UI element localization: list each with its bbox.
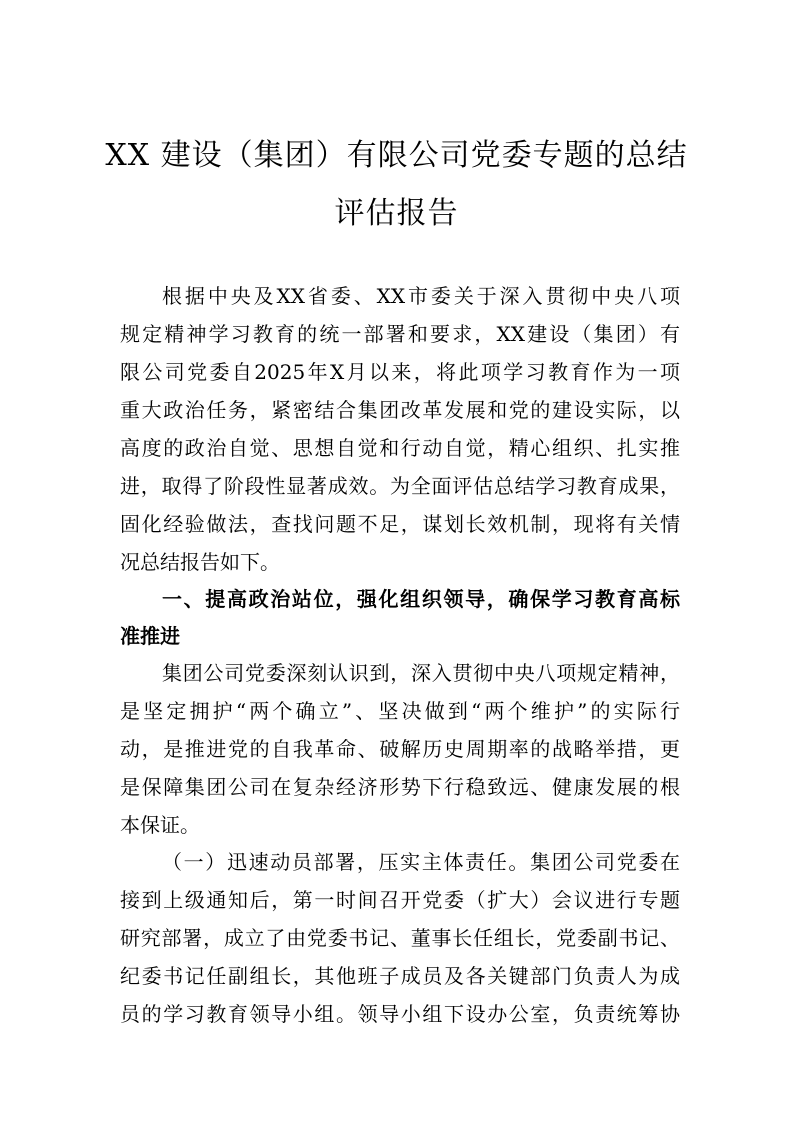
paragraph-3-line: 接到上级通知后，第一时间召开党委（扩大）会议进行专题 — [120, 888, 680, 912]
paragraph-3-line: 员的学习教育领导小组。领导小组下设办公室，负责统筹协 — [120, 1002, 680, 1026]
section-heading-1: 准推进 — [120, 624, 180, 648]
paragraph-3-first-line — [162, 848, 680, 876]
paragraph-1-line: 高度的政治自觉、思想自觉和行动自觉，精心组织、扎实推 — [120, 436, 680, 460]
paragraph-1-line: 况总结报告如下。 — [120, 550, 280, 574]
subsection-heading: （一）迅速动员部署，压实主体责任。 — [162, 850, 531, 874]
paragraph-1-line: 重大政治任务，紧密结合集团改革发展和党的建设实际，以 — [120, 398, 680, 422]
paragraph-2-line: 动，是推进党的自我革命、破解历史周期率的战略举措，更 — [120, 737, 680, 761]
paragraph-3-text: 集团公司党委在 — [530, 850, 681, 874]
paragraph-1-line: 规定精神学习教育的统一部署和要求，XX建设（集团）有 — [120, 322, 680, 346]
paragraph-1-line: 进，取得了阶段性显著成效。为全面评估总结学习教育成果， — [120, 474, 680, 498]
paragraph-2-line: 是坚定拥护“两个确立”、坚决做到“两个维护”的实际行 — [120, 699, 680, 723]
paragraph-1-line: 根据中央及XX省委、XX市委关于深入贯彻中央八项 — [162, 284, 680, 308]
paragraph-1-line: 限公司党委自2025年X月以来，将此项学习教育作为一项 — [120, 360, 680, 384]
document-title-line-1: XX 建设（集团）有限公司党委专题的总结 — [105, 138, 688, 173]
document-title-line-2: 评估报告 — [334, 196, 459, 231]
paragraph-3-line: 纪委书记任副组长，其他班子成员及各关键部门负责人为成 — [120, 964, 680, 988]
paragraph-2-line: 本保证。 — [120, 813, 200, 837]
paragraph-2-line: 集团公司党委深刻认识到，深入贯彻中央八项规定精神， — [162, 661, 680, 685]
paragraph-3-line: 研究部署，成立了由党委书记、董事长任组长，党委副书记、 — [120, 926, 680, 950]
paragraph-2-line: 是保障集团公司在复杂经济形势下行稳致远、健康发展的根 — [120, 775, 680, 799]
paragraph-1-line: 固化经验做法，查找问题不足，谋划长效机制，现将有关情 — [120, 512, 680, 536]
section-heading-1: 一、提高政治站位，强化组织领导，确保学习教育高标 — [162, 587, 680, 611]
